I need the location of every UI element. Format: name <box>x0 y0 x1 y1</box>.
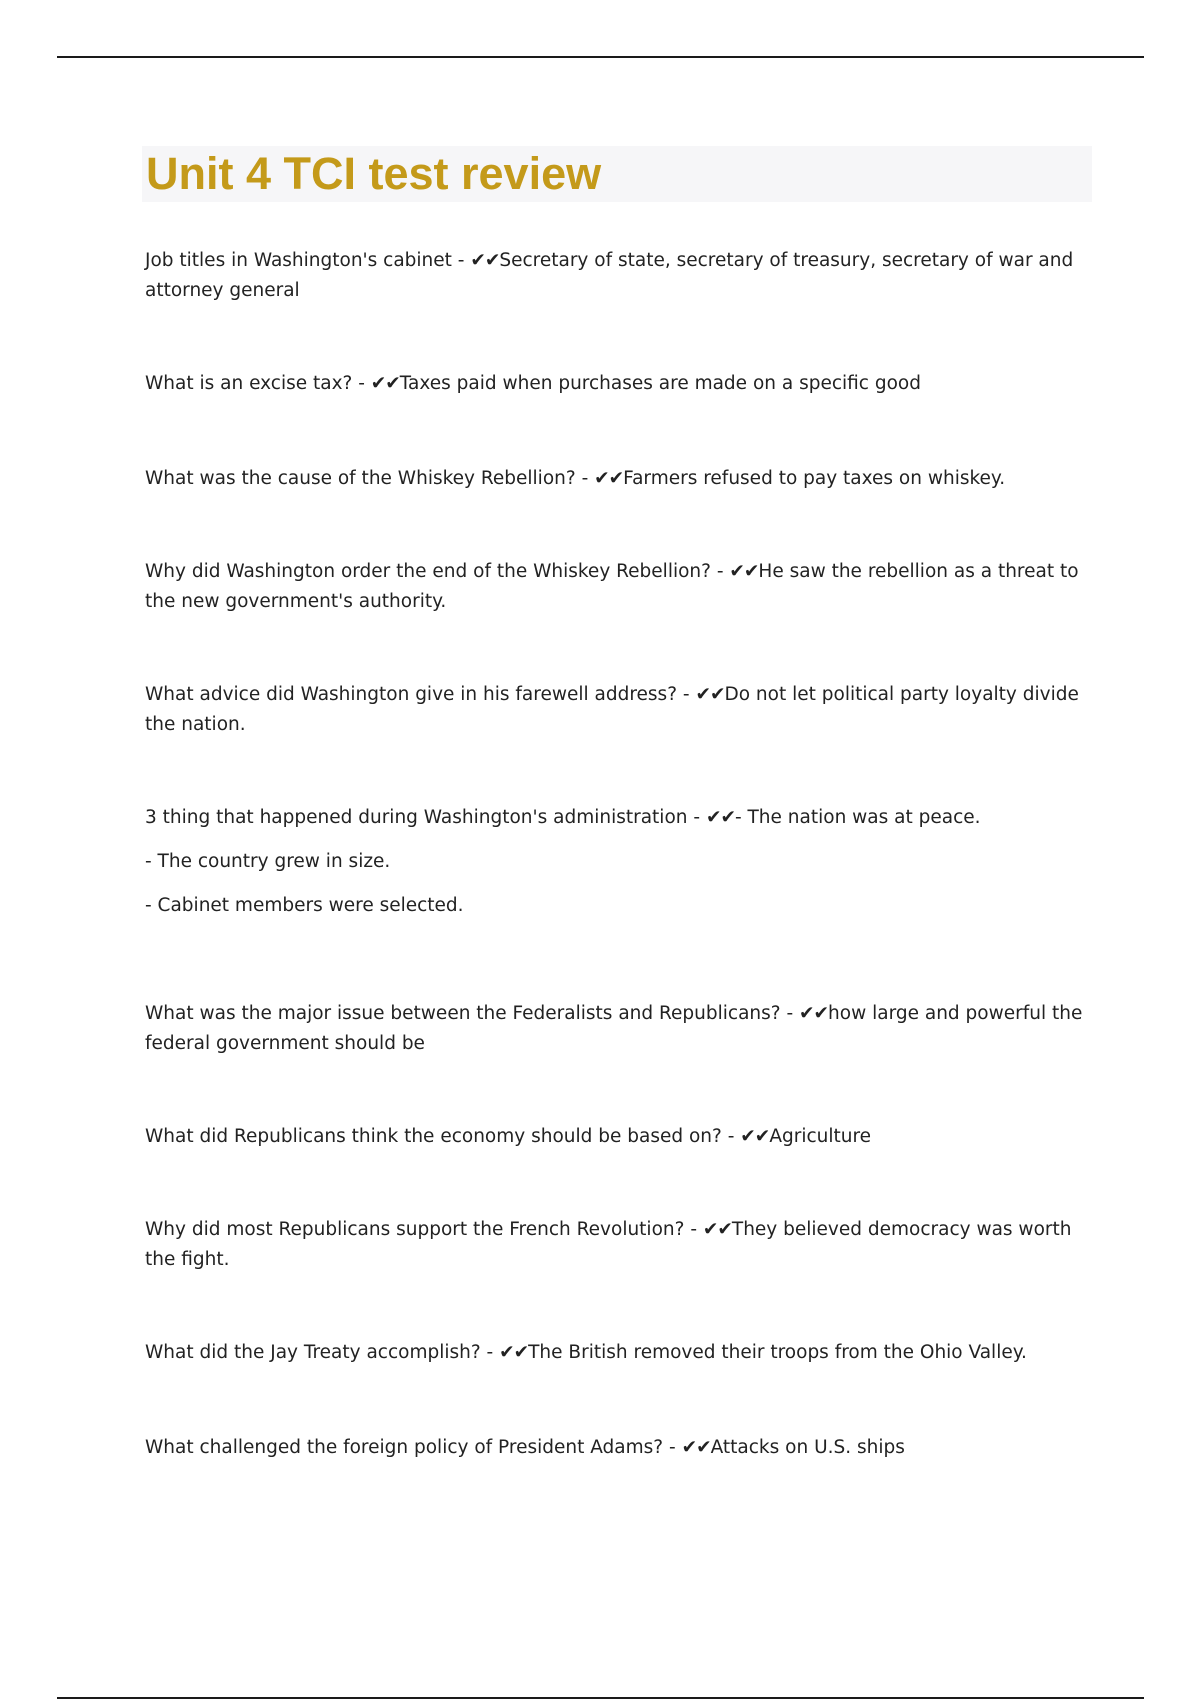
question-text: Job titles in Washington's cabinet <box>145 250 452 271</box>
check-mark-icon: ✔✔ <box>499 1342 529 1363</box>
question-text: What challenged the foreign policy of President Adams? <box>145 1437 664 1458</box>
question-text: What did Republicans think the economy should be based on? <box>145 1126 722 1147</box>
qa-item <box>145 1433 905 1463</box>
answer-line: - The country grew in size. <box>145 851 391 872</box>
separator: - <box>780 1003 800 1024</box>
qa-item <box>145 999 1095 1059</box>
qa-item <box>145 680 1095 740</box>
separator: - <box>352 373 371 394</box>
answer-text: The British removed their troops from the Ohio Valley. <box>528 1342 1027 1363</box>
bottom-rule <box>57 1697 1144 1699</box>
qa-item <box>145 557 1095 617</box>
qa-item <box>145 1215 1095 1275</box>
qa-item <box>145 464 1005 494</box>
check-mark-icon: ✔✔ <box>695 684 725 705</box>
question-text: What advice did Washington give in his farewell address? <box>145 684 678 705</box>
question-text: What was the major issue between the Federalists and Republicans? <box>145 1003 781 1024</box>
qa-item <box>145 1338 1027 1368</box>
separator: - <box>575 468 595 489</box>
check-mark-icon: ✔✔ <box>740 1126 770 1147</box>
answer-text: how large and powerful the federal government should be <box>145 1003 1083 1054</box>
qa-item <box>145 803 981 921</box>
question-text: Why did most Republicans support the French Revolution? <box>145 1219 685 1240</box>
answer-text: They believed democracy was worth the fight. <box>145 1219 1072 1270</box>
qa-item <box>145 369 921 399</box>
separator: - <box>710 561 730 582</box>
answer-line: - Cabinet members were selected. <box>145 895 464 916</box>
document-title: Unit 4 TCI test review <box>146 148 602 199</box>
answer-text: Farmers refused to pay taxes on whiskey. <box>623 468 1006 489</box>
separator: - <box>721 1126 741 1147</box>
answer-text: He saw the rebellion as a threat to the new government's authority. <box>145 561 1079 612</box>
qa-item <box>145 1122 871 1152</box>
answer-text: - The nation was at peace. <box>734 807 981 828</box>
check-mark-icon: ✔✔ <box>729 561 759 582</box>
answer-text: Do not let political party loyalty divide the nation. <box>145 684 1079 735</box>
answer-text: Agriculture <box>769 1126 872 1147</box>
check-mark-icon: ✔✔ <box>702 1219 732 1240</box>
separator: - <box>687 807 706 828</box>
separator: - <box>663 1437 682 1458</box>
separator: - <box>451 250 471 271</box>
check-mark-icon: ✔✔ <box>681 1437 711 1458</box>
question-text: What was the cause of the Whiskey Rebellion? <box>145 468 576 489</box>
separator: - <box>480 1342 500 1363</box>
answer-text: Secretary of state, secretary of treasury, secretary of war and attorney general <box>145 250 1074 301</box>
separator: - <box>677 684 696 705</box>
title-banner <box>142 146 1092 202</box>
check-mark-icon: ✔✔ <box>594 468 624 489</box>
question-text: Why did Washington order the end of the Whiskey Rebellion? <box>145 561 711 582</box>
question-text: What is an excise tax? <box>145 373 353 394</box>
check-mark-icon: ✔✔ <box>799 1003 829 1024</box>
check-mark-icon: ✔✔ <box>705 807 735 828</box>
separator: - <box>684 1219 703 1240</box>
top-rule <box>57 56 1144 58</box>
answer-text: Attacks on U.S. ships <box>710 1437 905 1458</box>
check-mark-icon: ✔✔ <box>370 373 400 394</box>
question-text: 3 thing that happened during Washington's administration <box>145 807 688 828</box>
check-mark-icon: ✔✔ <box>470 250 500 271</box>
question-text: What did the Jay Treaty accomplish? <box>145 1342 481 1363</box>
answer-text: Taxes paid when purchases are made on a specific good <box>399 373 921 394</box>
qa-item <box>145 246 1095 306</box>
